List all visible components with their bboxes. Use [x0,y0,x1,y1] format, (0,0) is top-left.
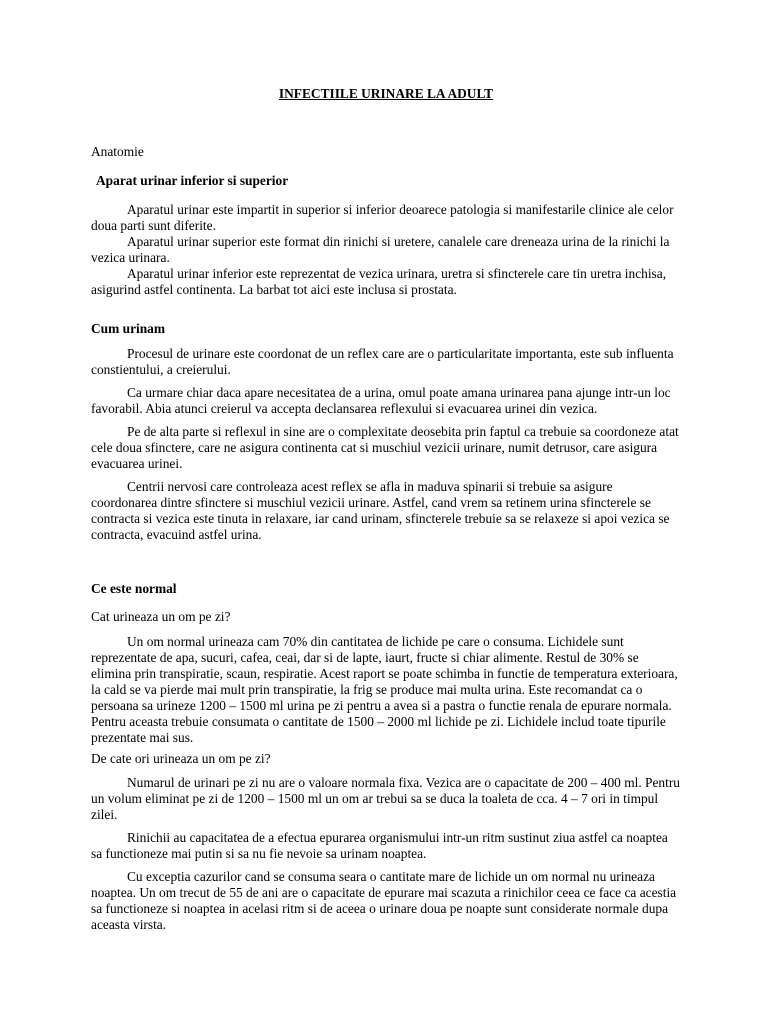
paragraph: Rinichii au capacitatea de a efectua epurarea organismului intr-un ritm sustinut ziua astfel ca noaptea sa functioneze mai putin si sa nu fie nevoie sa urinam noaptea. [91,830,668,861]
paragraph: Centrii nervosi care controleaza acest reflex se afla in maduva spinarii si trebuie sa asigure coordonarea dintre sfinctere si muschiul vezicii urinare. Astfel, cand vrem sa retinem urina sfincterele se contracta si vezica este tinuta in relaxare, iar cand urinam, sfincterele trebuie sa se relaxeze si apoi vezica se contracta, evacuind astfel urina. [91,479,670,542]
section-heading-urination: Cum urinam [91,321,166,336]
section-label-anatomy: Anatomie [91,144,144,159]
paragraph: Pe de alta parte si reflexul in sine are o complexitate deosebita prin faptul ca trebuie sa coordoneze atat cele doua sfinctere, care ne asigura continenta cat si muschiul vezicii urinare, numit detrusor, care asigura evacuarea urinei. [91,424,679,471]
paragraph: Numarul de urinari pe zi nu are o valoare normala fixa. Vezica are o capacitate de 200 – 400 ml. Pentru un volum eliminat pe zi de 1200 – 1500 ml un om ar trebui sa se duca la toaleta de cca. 4 – 7 ori in timpul zilei. [91,775,681,822]
paragraph: Aparatul urinar superior este format din rinichi si uretere, canalele care dreneaza urina de la rinichi la vezica urinara. [91,234,670,265]
section-heading-normal: Ce este normal [91,581,177,596]
paragraph: Cu exceptia cazurilor cand se consuma seara o cantitate mare de lichide un om normal nu urineaza noaptea. Un om trecut de 55 de ani are o capacitate de epurare mai scazuta a rinichilor ceea ce face ca acestia sa functioneze si noaptea in acelasi ritm si de aceea o urinare doua pe noapte sunt considerate normale dupa aceasta virsta. [91,869,677,932]
document-title: INFECTIILE URINARE LA ADULT [278,86,494,101]
paragraph: Un om normal urineaza cam 70% din cantitatea de lichide pe care o consuma. Lichidele sunt reprezentate de apa, sucuri, cafea, ceai, dar si de lapte, iaurt, fructe si chiar alimente. Restul de 30% se elimina prin transpiratie, scaun, respiratie. Acest raport se poate schimba in functie de temperatura exterioara, la cald se va pierde mai mult prin transpiratie, la frig se produce mai multa urina. Este recomandat ca o persoana sa urineze 1200 – 1500 ml urina pe zi pentru a avea si a pastra o functie renala de epurare normala. Pentru aceasta trebuie consumata o cantitate de 1500 – 2000 ml lichide pe zi. Lichidele includ toate tipurile prezentate mai sus. [91,634,678,745]
question-daily-frequency: De cate ori urineaza un om pe zi? [91,751,271,766]
section-subheading-urinary-tract: Aparat urinar inferior si superior [96,173,289,188]
paragraph: Procesul de urinare este coordonat de un reflex care are o particularitate importanta, este sub influenta constientului, a creierului. [91,346,674,377]
question-daily-volume: Cat urineaza un om pe zi? [91,609,231,624]
anatomy-paragraphs [91,202,681,298]
paragraph: Aparatul urinar inferior este reprezentat de vezica urinara, uretra si sfincterele care tin uretra inchisa, asigurind astfel continenta. La barbat tot aici este inclusa si prostata. [91,266,667,297]
paragraph: Aparatul urinar este impartit in superior si inferior deoarece patologia si manifestarile clinice ale celor doua parti sunt diferite. [91,202,674,233]
paragraph: Ca urmare chiar daca apare necesitatea de a urina, omul poate amana urinarea pana ajunge intr-un loc favorabil. Abia atunci creierul va accepta declansarea reflexului si evacuarea urinei din vezica. [91,385,671,416]
